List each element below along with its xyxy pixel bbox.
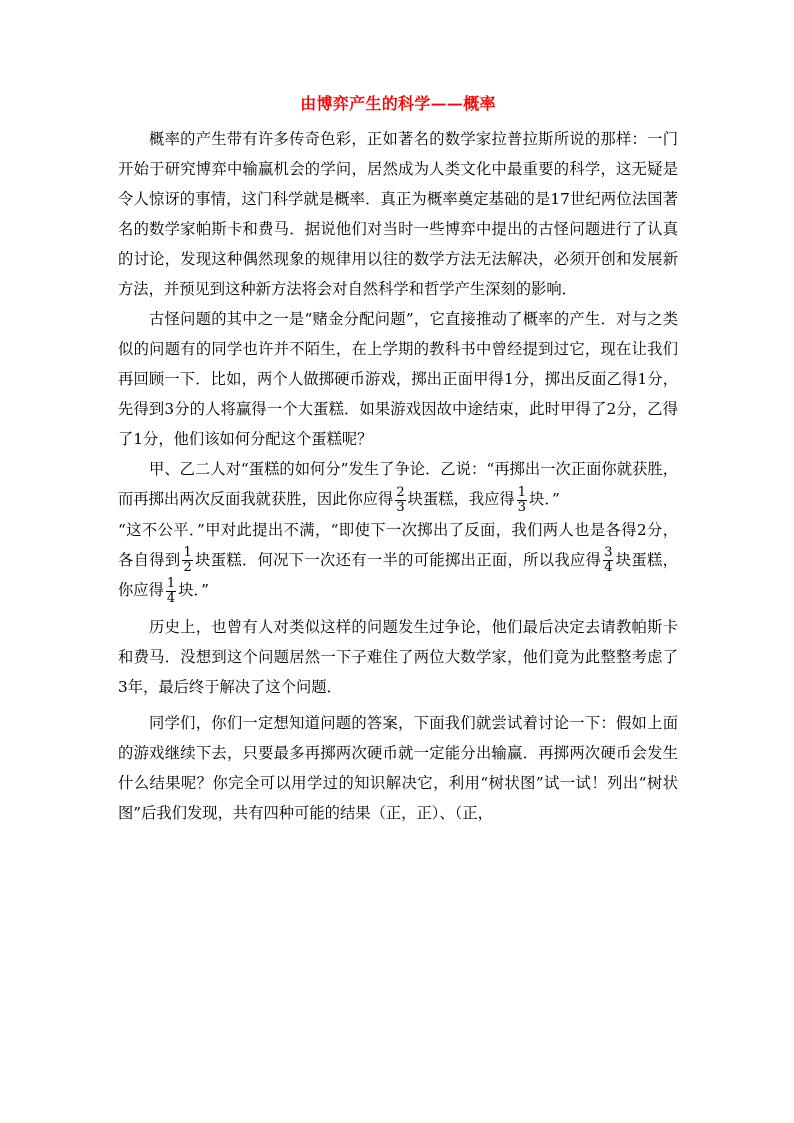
text-segment: 块蛋糕，你应得 (118, 550, 678, 599)
fraction-two-thirds (395, 486, 405, 515)
paragraph-dispute-yi (118, 454, 678, 515)
text-segment: 块蛋糕．何况下一次还有一半的可能掷出正面，所以我应得 (194, 550, 602, 569)
text-segment: “这不公平．”甲对此提出不满，“即使下一次掷出了反面，我们两人也是各得2分，各自得到 (118, 520, 678, 569)
text-segment: 块．” (178, 581, 209, 599)
fraction-denominator: 3 (517, 499, 527, 515)
fraction-denominator: 4 (604, 560, 613, 575)
fraction-numerator: 2 (396, 484, 405, 500)
fraction-denominator: 2 (183, 560, 192, 575)
paragraph-intro: 概率的产生带有许多传奇色彩，正如著名的数学家拉普拉斯所说的那样：一门开始于研究博弈中输赢机会的学问，居然成为人类文化中最重要的科学，这无疑是令人惊讶的事情，这门科学就是概率．真正为概率奠定基础的是17世纪两位法国著名的数学家帕斯卡和费马．据说他们对当时一些博弈中提出的古怪问题进行了认真的讨论，发现这种偶然现象的规律用以往的数学方法无法解决，必须开创和发展新方法，并预见到这种新方法将会对自然科学和哲学产生深刻的影响． (118, 130, 678, 298)
fraction-one-quarter (166, 577, 176, 606)
fraction-numerator: 1 (517, 484, 527, 500)
text-segment: 块．” (529, 490, 560, 508)
paragraph-discussion: 同学们，你们一定想知道问题的答案，下面我们就尝试着讨论一下：假如上面的游戏继续下去，只要最多再掷两次硬币就一定能分出输赢．再掷两次硬币会发生什么结果呢？你完全可以用学过的知识解决它，利用“树状图”试一试！列出“树状图”后我们发现，共有四种可能的结果（正，正）、（正， (118, 713, 678, 822)
text-segment: 甲、乙二人对“蛋糕的如何分”发生了争论．乙说：“再掷出一次正面你就获胜，而再掷出两次反面我就获胜，因此你应得 (118, 460, 678, 508)
fraction-denominator: 3 (396, 499, 405, 515)
fraction-numerator: 3 (604, 545, 613, 560)
document-page (118, 92, 678, 828)
fraction-three-quarters (603, 546, 613, 575)
page-title: 由博弈产生的科学——概率 (300, 94, 496, 113)
fraction-numerator: 1 (166, 575, 176, 591)
paragraph-history: 历史上，也曾有人对类似这样的问题发生过争论，他们最后决定去请教帕斯卡和费马．没想到这个问题居然一下子难住了两位大数学家，他们竟为此整整考虑了3年，最后终于解决了这个问题． (118, 617, 678, 696)
fraction-numerator: 1 (183, 545, 192, 560)
fraction-one-half (182, 546, 192, 575)
paragraph-dispute-jia (118, 515, 678, 606)
paragraph-gambling-problem: 古怪问题的其中之一是“赌金分配问题”，它直接推动了概率的产生．对与之类似的问题有的同学也许并不陌生，在上学期的教科书中曾经提到过它，现在让我们再回顾一下．比如，两个人做掷硬币游戏，掷出正面甲得1分，掷出反面乙得1分，先得到3分的人将赢得一个大蛋糕．如果游戏因故中途结束，此时甲得了2分，乙得了1分，他们该如何分配这个蛋糕呢？ (118, 310, 678, 448)
fraction-one-third (517, 486, 527, 515)
text-segment: 块蛋糕，我应得 (407, 490, 515, 508)
fraction-denominator: 4 (166, 590, 176, 606)
